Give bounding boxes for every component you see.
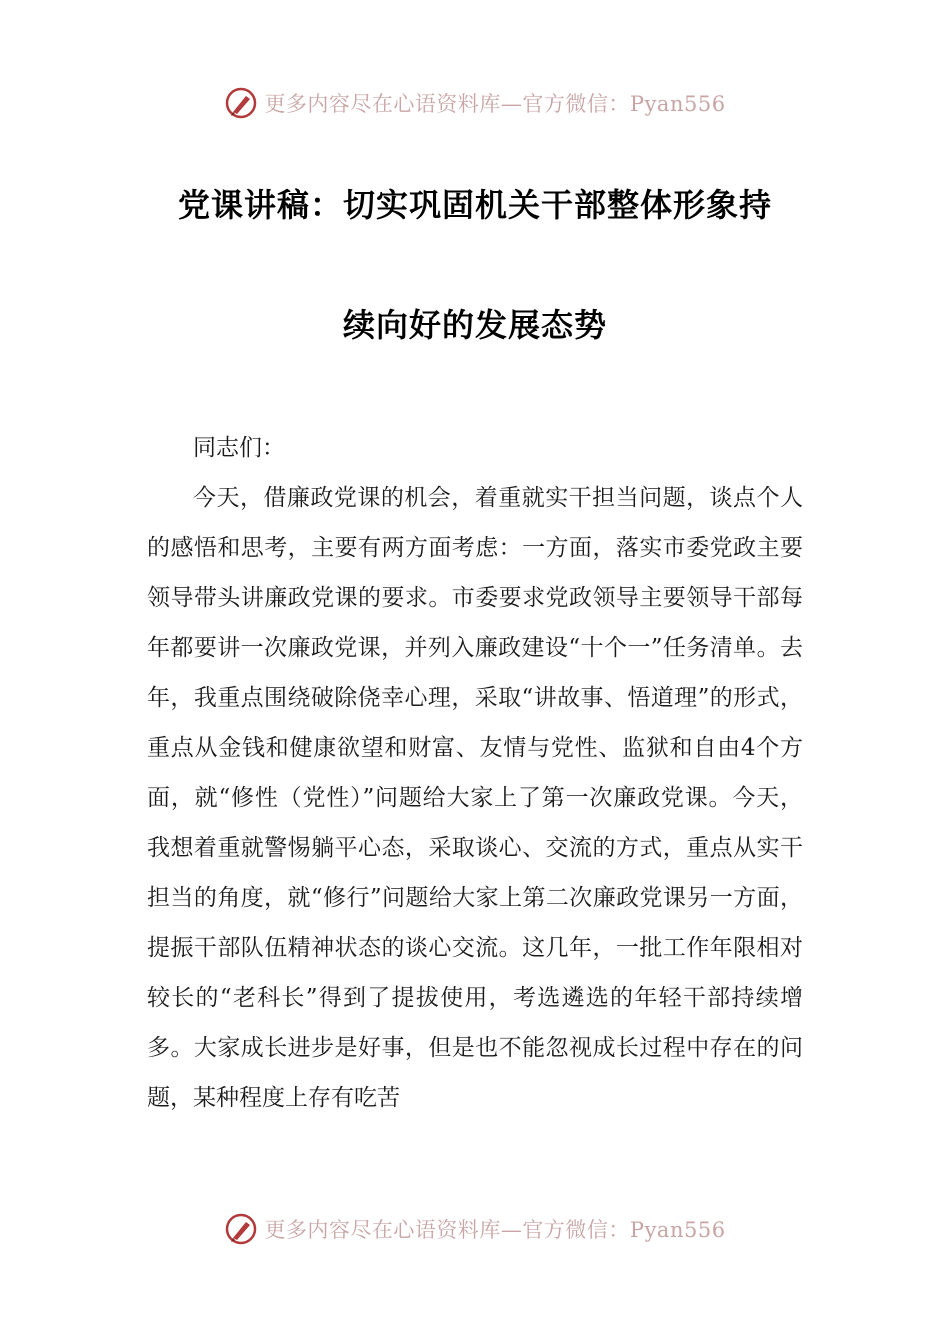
- watermark-text: 更多内容尽在心语资料库—官方微信：Pyan556: [264, 92, 726, 116]
- footer-watermark: [0, 1212, 950, 1246]
- watermark-text: 更多内容尽在心语资料库—官方微信：Pyan556: [264, 1218, 726, 1242]
- pen-nib-icon: [224, 1212, 258, 1246]
- document-title-line-1: 党课讲稿：切实巩固机关干部整体形象持: [177, 186, 772, 224]
- paragraph-1: 今天，借廉政党课的机会，着重就实干担当问题，谈点个人的感悟和思考，主要有两方面考虑：一方面，落实市委党政主要领导带头讲廉政党课的要求。市委要求党政领导主要领导干部每年都要讲一次廉政党课，并列入廉政建设“十个一”任务清单。去年，我重点围绕破除侥幸心理，采取“讲故事、悟道理”的形式，重点从金钱和健康欲望和财富、友情与党性、监狱和自由4个方面，就“修性（党性）”问题给大家上了第一次廉政党课。今天，我想着重就警惕躺平心态，采取谈心、交流的方式，重点从实干担当的角度，就“修行”问题给大家上第二次廉政党课另一方面，提振干部队伍精神状态的谈心交流。这几年，一批工作年限相对较长的“老科长”得到了提拔使用，考选遴选的年轻干部持续增多。大家成长进步是好事，但是也不能忽视成长过程中存在的问题，某种程度上存有吃苦: [147, 485, 803, 1111]
- salutation: 同志们：: [193, 435, 285, 461]
- document-title-line-2: 续向好的发展态势: [342, 306, 607, 344]
- document-body: [147, 423, 803, 1123]
- pen-nib-icon: [224, 86, 258, 120]
- header-watermark: [0, 86, 950, 120]
